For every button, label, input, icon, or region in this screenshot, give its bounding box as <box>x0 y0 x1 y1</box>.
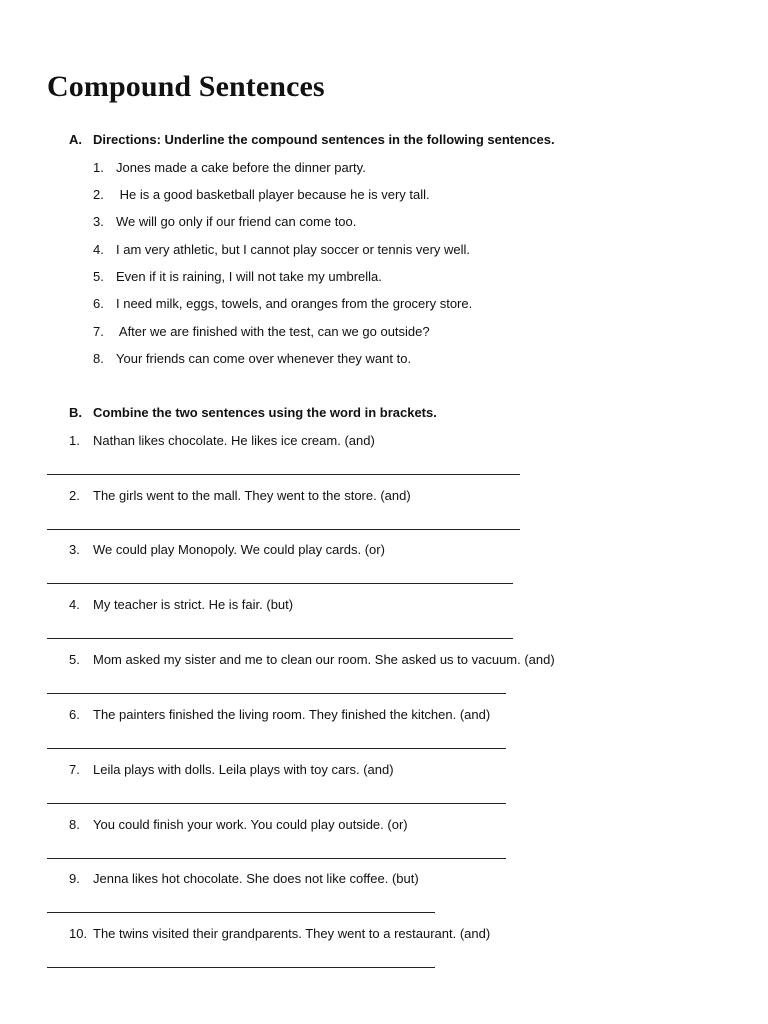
answer-line[interactable] <box>47 912 435 913</box>
exercise-prompt: Leila plays with dolls. Leila plays with toy cars. (and) <box>93 762 394 777</box>
exercise-number: 6. <box>69 707 80 722</box>
exercise-number: 3. <box>69 542 80 557</box>
exercise-prompt: The painters finished the living room. They finished the kitchen. (and) <box>93 707 491 722</box>
list-item: I need milk, eggs, towels, and oranges from the grocery store. <box>116 296 473 311</box>
list-item: Jones made a cake before the dinner party. <box>116 160 366 175</box>
list-item-number: 5. <box>93 269 104 284</box>
exercise-prompt: You could finish your work. You could play outside. (or) <box>93 817 408 832</box>
section-a-marker: A. <box>69 132 82 147</box>
exercise-prompt: The girls went to the mall. They went to the store. (and) <box>93 488 411 503</box>
list-item: We will go only if our friend can come too. <box>116 214 357 229</box>
exercise-prompt: The twins visited their grandparents. They went to a restaurant. (and) <box>93 926 491 941</box>
section-b-marker: B. <box>69 405 82 420</box>
list-item-number: 6. <box>93 296 104 311</box>
list-item: He is a good basketball player because he is very tall. <box>116 187 430 202</box>
exercise-number: 10. <box>69 926 88 941</box>
answer-line[interactable] <box>47 638 513 639</box>
answer-line[interactable] <box>47 967 435 968</box>
section-a-heading: Directions: Underline the compound sentences in the following sentences. <box>93 132 555 147</box>
list-item: After we are finished with the test, can we go outside? <box>116 324 430 339</box>
exercise-prompt: Nathan likes chocolate. He likes ice cream. (and) <box>93 433 375 448</box>
list-item: I am very athletic, but I cannot play soccer or tennis very well. <box>116 242 471 257</box>
list-item-number: 7. <box>93 324 104 339</box>
exercise-number: 5. <box>69 652 80 667</box>
page-title: Compound Sentences <box>47 70 325 103</box>
exercise-number: 4. <box>69 597 80 612</box>
list-item-number: 8. <box>93 351 104 366</box>
section-b-heading: Combine the two sentences using the word in brackets. <box>93 405 437 420</box>
answer-line[interactable] <box>47 583 513 584</box>
exercise-number: 1. <box>69 433 80 448</box>
exercise-prompt: My teacher is strict. He is fair. (but) <box>93 597 294 612</box>
answer-line[interactable] <box>47 803 506 804</box>
answer-line[interactable] <box>47 693 506 694</box>
list-item: Even if it is raining, I will not take my umbrella. <box>116 269 382 284</box>
exercise-prompt: Mom asked my sister and me to clean our room. She asked us to vacuum. (and) <box>93 652 555 667</box>
answer-line[interactable] <box>47 858 506 859</box>
list-item-number: 4. <box>93 242 104 257</box>
list-item: Your friends can come over whenever they want to. <box>116 351 412 366</box>
exercise-prompt: Jenna likes hot chocolate. She does not like coffee. (but) <box>93 871 419 886</box>
answer-line[interactable] <box>47 474 520 475</box>
exercise-number: 7. <box>69 762 80 777</box>
exercise-number: 9. <box>69 871 80 886</box>
list-item-number: 3. <box>93 214 104 229</box>
exercise-number: 2. <box>69 488 80 503</box>
list-item-number: 2. <box>93 187 104 202</box>
answer-line[interactable] <box>47 748 506 749</box>
answer-line[interactable] <box>47 529 520 530</box>
exercise-number: 8. <box>69 817 80 832</box>
list-item-number: 1. <box>93 160 104 175</box>
exercise-prompt: We could play Monopoly. We could play cards. (or) <box>93 542 385 557</box>
